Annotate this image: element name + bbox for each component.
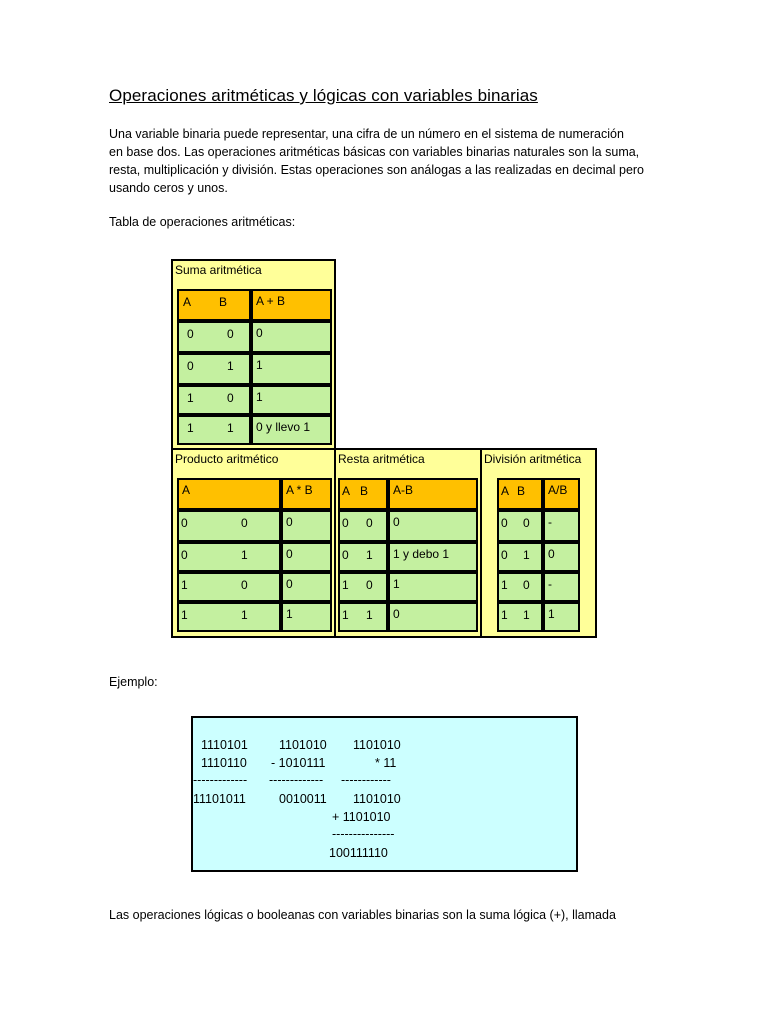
cell-b: 0 <box>366 578 373 592</box>
cell-b: 0 <box>241 516 248 530</box>
table-row <box>177 602 281 632</box>
table-row <box>338 542 388 572</box>
example-text: --------------- <box>332 827 395 841</box>
example-text: * 11 <box>375 756 397 770</box>
example-text: - 1010111 <box>271 756 326 770</box>
cell-b: 1 <box>227 421 234 435</box>
suma-panel <box>171 259 336 450</box>
table-row <box>177 415 251 445</box>
cell-b: 0 <box>227 327 234 341</box>
cell-result: 0 <box>543 542 580 572</box>
division-header-b: B <box>517 484 526 498</box>
example-text: ------------- <box>269 773 324 787</box>
cell-b: 0 <box>227 391 234 405</box>
table-row <box>177 321 251 353</box>
ejemplo-label: Ejemplo: <box>109 675 158 689</box>
cell-b: 0 <box>523 516 530 530</box>
cell-a: 0 <box>187 327 194 341</box>
resta-header-a: A <box>342 484 351 498</box>
cell-result: - <box>543 510 580 542</box>
division-header-a: A <box>501 484 510 498</box>
cell-a: 0 <box>181 548 188 562</box>
cell-result: 0 <box>251 321 332 353</box>
cell-b: 0 <box>523 578 530 592</box>
division-header-ab <box>497 478 543 510</box>
example-box <box>191 716 578 872</box>
suma-header-a: A <box>183 295 192 309</box>
cell-b: 1 <box>241 548 248 562</box>
cell-result: 1 <box>281 602 332 632</box>
example-text: 0010011 <box>279 792 327 806</box>
bottom-paragraph: Las operaciones lógicas o booleanas con variables binarias son la suma lógica (+), llamada <box>109 908 616 922</box>
cell-a: 1 <box>181 608 188 622</box>
cell-a: 1 <box>342 578 349 592</box>
example-text: ------------- <box>193 773 248 787</box>
cell-b: 0 <box>241 578 248 592</box>
suma-header-b: B <box>219 295 228 309</box>
intro-line: en base dos. Las operaciones aritméticas básicas con variables binarias naturales son la suma, <box>109 145 640 159</box>
cell-result: 1 <box>251 385 332 415</box>
cell-b: 1 <box>523 548 530 562</box>
cell-a: 0 <box>501 516 508 530</box>
suma-header-ab <box>177 289 251 321</box>
cell-a: 0 <box>181 516 188 530</box>
intro-line: usando ceros y unos. <box>109 181 228 195</box>
producto-panel <box>171 448 336 638</box>
example-text: + 1101010 <box>332 810 391 824</box>
cell-a: 0 <box>342 516 349 530</box>
resta-header-b: B <box>360 484 369 498</box>
division-panel <box>480 448 597 638</box>
cell-a: 1 <box>342 608 349 622</box>
table-row <box>177 385 251 415</box>
cell-result: 1 <box>251 353 332 385</box>
cell-result: 0 <box>281 510 332 542</box>
example-text: 1101010 <box>353 738 401 752</box>
cell-b: 1 <box>523 608 530 622</box>
cell-result: 0 y llevo 1 <box>251 415 332 445</box>
resta-title: Resta aritmética <box>338 452 425 466</box>
cell-a: 1 <box>181 578 188 592</box>
tabla-label: Tabla de operaciones aritméticas: <box>109 215 296 229</box>
cell-result: 1 <box>388 572 478 602</box>
cell-b: 1 <box>241 608 248 622</box>
example-text: 1101010 <box>353 792 401 806</box>
intro-paragraph <box>109 125 669 197</box>
division-header-result: A/B <box>543 478 580 510</box>
cell-result: - <box>543 572 580 602</box>
example-text: 1101010 <box>279 738 327 752</box>
table-row <box>338 510 388 542</box>
cell-b: 1 <box>366 608 373 622</box>
table-row <box>338 572 388 602</box>
cell-b: 1 <box>366 548 373 562</box>
cell-result: 0 <box>281 572 332 602</box>
producto-title: Producto aritmético <box>175 452 279 466</box>
cell-a: 1 <box>501 608 508 622</box>
example-text: 1110110 <box>201 756 247 770</box>
producto-header-a: A <box>177 478 281 510</box>
cell-b: 1 <box>227 359 234 373</box>
table-row <box>338 602 388 632</box>
example-text: 11101011 <box>193 792 246 806</box>
cell-b: 0 <box>366 516 373 530</box>
cell-result: 0 <box>281 542 332 572</box>
division-title: División aritmética <box>484 452 582 466</box>
example-text: ------------ <box>341 773 391 787</box>
cell-a: 0 <box>187 359 194 373</box>
cell-a: 1 <box>187 391 194 405</box>
cell-a: 0 <box>501 548 508 562</box>
table-row <box>497 602 543 632</box>
suma-title: Suma aritmética <box>175 263 262 277</box>
intro-line: resta, multiplicación y división. Estas operaciones son análogas a las realizadas en decimal pero <box>109 163 645 177</box>
cell-a: 1 <box>501 578 508 592</box>
cell-a: 0 <box>342 548 349 562</box>
example-text: 100111110 <box>329 846 388 860</box>
cell-result: 0 <box>388 602 478 632</box>
table-row <box>177 353 251 385</box>
table-row <box>177 510 281 542</box>
table-row <box>497 542 543 572</box>
page-title: Operaciones aritméticas y lógicas con variables binarias <box>109 86 538 105</box>
table-row <box>177 542 281 572</box>
suma-header-result: A + B <box>251 289 332 321</box>
example-text: 1110101 <box>201 738 248 752</box>
table-row <box>497 572 543 602</box>
producto-header-result: A * B <box>281 478 332 510</box>
table-row <box>177 572 281 602</box>
intro-line: Una variable binaria puede representar, una cifra de un número en el sistema de numeración <box>109 127 624 141</box>
cell-result: 1 <box>543 602 580 632</box>
resta-header-ab <box>338 478 388 510</box>
resta-header-result: A-B <box>388 478 478 510</box>
table-row <box>497 510 543 542</box>
cell-result: 1 y debo 1 <box>388 542 478 572</box>
resta-panel <box>334 448 482 638</box>
cell-a: 1 <box>187 421 194 435</box>
cell-result: 0 <box>388 510 478 542</box>
